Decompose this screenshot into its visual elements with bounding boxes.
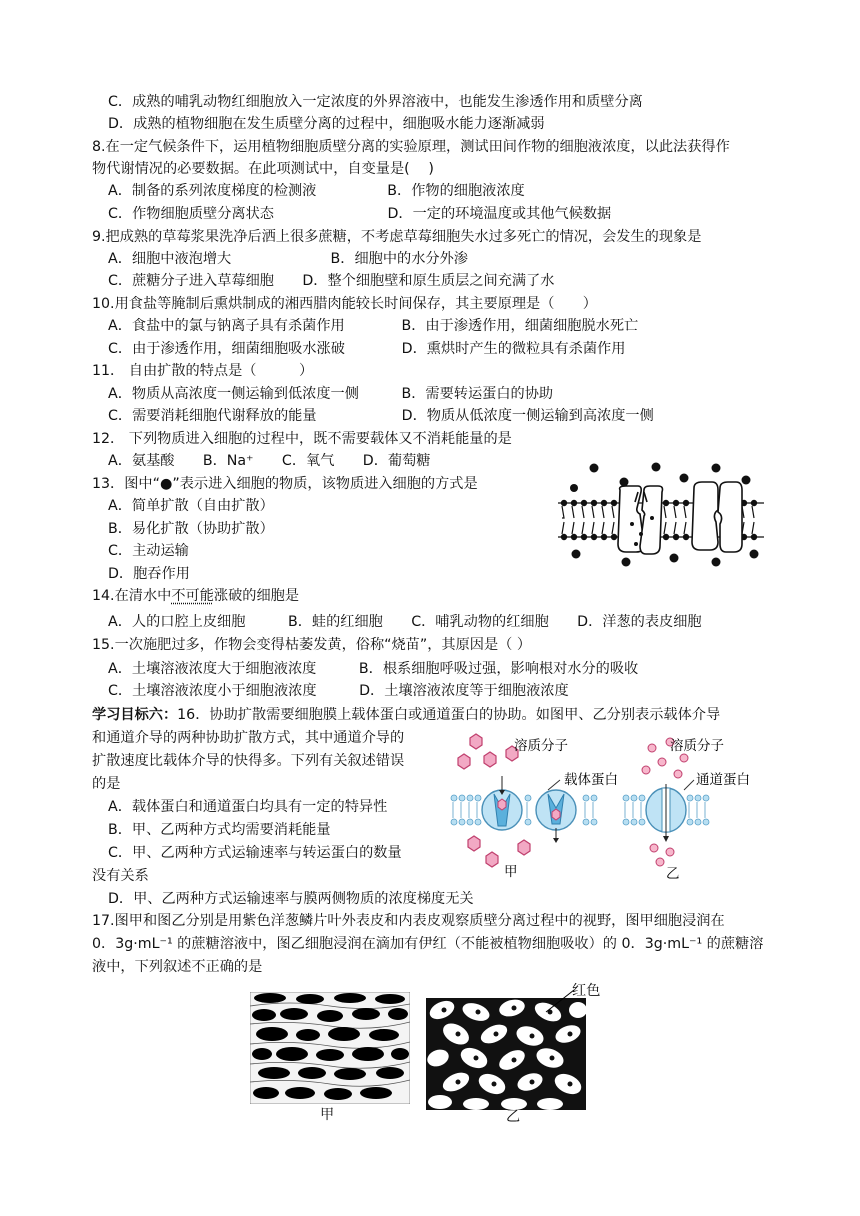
q17-stem-line2: 0．3g·mL⁻¹ 的蔗糖溶液中，图乙细胞浸润在滴加有伊红（不能被植物细胞吸收）的 0．3g·mL⁻¹ 的蔗糖溶: [92, 936, 764, 952]
q9-options-ab: A．细胞中液泡增大 B．细胞中的水分外渗: [108, 251, 468, 267]
q16-option-a: A．载体蛋白和通道蛋白均具有一定的特异性: [108, 799, 388, 815]
q11-options-cd: C．需要消耗细胞代谢释放的能量 D．物质从低浓度一侧运输到高浓度一侧: [108, 408, 654, 424]
q16-stem-text: 16．协助扩散需要细胞膜上载体蛋白或通道蛋白的协助。如图甲、乙分别表示载体介导: [177, 707, 721, 723]
q14-options: A．人的口腔上皮细胞 B．蛙的红细胞 C．哺乳动物的红细胞 D．洋葱的表皮细胞: [108, 614, 702, 630]
q14-stem-post: 涨破的细胞是: [213, 588, 300, 604]
q16-stem-line3: 扩散速度比载体介导的快得多。下列有关叙述错误: [92, 753, 405, 769]
carrier-protein-label: 载体蛋白: [564, 772, 618, 788]
q16-option-c-line2: 没有关系: [92, 868, 149, 884]
q8-stem-line1: 8.在一定气候条件下，运用植物细胞质壁分离的实验原理，测试田间作物的细胞液浓度，以此法获得作: [92, 139, 730, 155]
transport-protein-right: [692, 482, 742, 552]
q9-options-cd: C．蔗糖分子进入草莓细胞 D．整个细胞壁和原生质层之间充满了水: [108, 273, 555, 289]
q10-options-cd: C．由于渗透作用，细菌细胞吸水涨破 D．熏烘时产生的微粒具有杀菌作用: [108, 341, 626, 357]
q8-options-cd: C．作物细胞质壁分离状态 D．一定的环境温度或其他气候数据: [108, 206, 612, 222]
micrograph-jia: [250, 992, 410, 1104]
q15-stem: 15.一次施肥过多，作物会变得枯萎发黄，俗称“烧苗”，其原因是（ ）: [92, 637, 532, 653]
micrograph-jia-label: 甲: [320, 1107, 335, 1123]
membrane-yi: [623, 784, 709, 842]
q15-options-cd: C．土壤溶液浓度小于细胞液浓度 D．土壤溶液浓度等于细胞液浓度: [108, 683, 569, 699]
figure-yi-label: 乙: [666, 866, 680, 880]
q16-option-b: B．甲、乙两种方式均需要消耗能量: [108, 822, 331, 838]
q16-option-d: D．甲、乙两种方式运输速率与膜两侧物质的浓度梯度无关: [108, 891, 474, 907]
q16-option-c-line1: C．甲、乙两种方式运输速率与转运蛋白的数量: [108, 845, 402, 861]
q13-stem: 13．图中“●”表示进入细胞的物质，该物质进入细胞的方式是: [92, 476, 478, 492]
figure-jia-label: 甲: [504, 864, 518, 880]
q11-stem: 11． 自由扩散的特点是（ ）: [92, 363, 314, 379]
q14-stem-pre: 14.在清水中: [92, 588, 172, 604]
q13-option-c: C．主动运输: [108, 543, 189, 559]
transport-protein-left: [618, 486, 663, 554]
q16-stem-line1: [92, 704, 720, 726]
q14-stem: [92, 585, 299, 607]
solute-label-jia: 溶质分子: [514, 738, 568, 754]
q17-stem-line3: 液中，下列叙述不正确的是: [92, 959, 263, 975]
membrane-diffusion-diagram: [556, 458, 766, 570]
q11-options-ab: A．物质从高浓度一侧运输到低浓度一侧 B．需要转运蛋白的协助: [108, 386, 554, 402]
q16-stem-line2: 和通道介导的两种协助扩散方式，其中通道介导的: [92, 730, 405, 746]
q13-option-a: A．简单扩散（自由扩散）: [108, 498, 274, 514]
red-region-label: 红色: [572, 983, 601, 999]
q17-stem-line1: 17.图甲和图乙分别是用紫色洋葱鳞片叶外表皮和内表皮观察质壁分离过程中的视野，图甲细胞浸润在: [92, 913, 725, 929]
micrograph-yi-label: 乙: [506, 1109, 521, 1125]
q9-stem: 9.把成熟的草莓浆果洗净后洒上很多蔗糖，不考虑草莓细胞失水过多死亡的情况，会发生的现象是: [92, 229, 702, 245]
q13-option-d: D．胞吞作用: [108, 566, 190, 582]
facilitated-diffusion-diagram: [448, 728, 766, 880]
circle-solutes-bottom: [650, 844, 674, 866]
q12-options: A．氨基酸 B．Na⁺ C．氧气 D．葡萄糖: [108, 453, 431, 469]
q8-options-ab: A．制备的系列浓度梯度的检测液 B．作物的细胞液浓度: [108, 183, 525, 199]
q16-stem-line4: 的是: [92, 776, 121, 792]
hexagon-solutes-top: [458, 734, 518, 769]
q10-stem: 10.用食盐等腌制后熏烘制成的湘西腊肉能较长时间保存，其主要原理是（ ）: [92, 296, 597, 312]
q12-stem: 12． 下列物质进入细胞的过程中，既不需要载体又不消耗能量的是: [92, 431, 512, 447]
q7-option-d: D．成熟的植物细胞在发生质壁分离的过程中，细胞吸水能力逐渐减弱: [108, 116, 545, 132]
q15-options-ab: A．土壤溶液浓度大于细胞液浓度 B．根系细胞呼吸过强，影响根对水分的吸收: [108, 661, 639, 677]
q7-option-c: C．成熟的哺乳动物红细胞放入一定浓度的外界溶液中，也能发生渗透作用和质壁分离: [108, 94, 643, 110]
q13-option-b: B．易化扩散（协助扩散）: [108, 521, 274, 537]
hexagon-solutes-bottom: [468, 836, 530, 867]
solute-label-yi: 溶质分子: [670, 738, 724, 754]
channel-protein-label: 通道蛋白: [696, 772, 750, 788]
q10-options-ab: A．食盐中的氯与钠离子具有杀菌作用 B．由于渗透作用，细菌细胞脱水死亡: [108, 318, 639, 334]
q8-stem-line2: 物代谢情况的必要数据。在此项测试中，自变量是( ): [92, 161, 434, 177]
learning-goal-label: 学习目标六：: [92, 707, 178, 723]
q14-emphasis: 不可能: [171, 588, 214, 604]
